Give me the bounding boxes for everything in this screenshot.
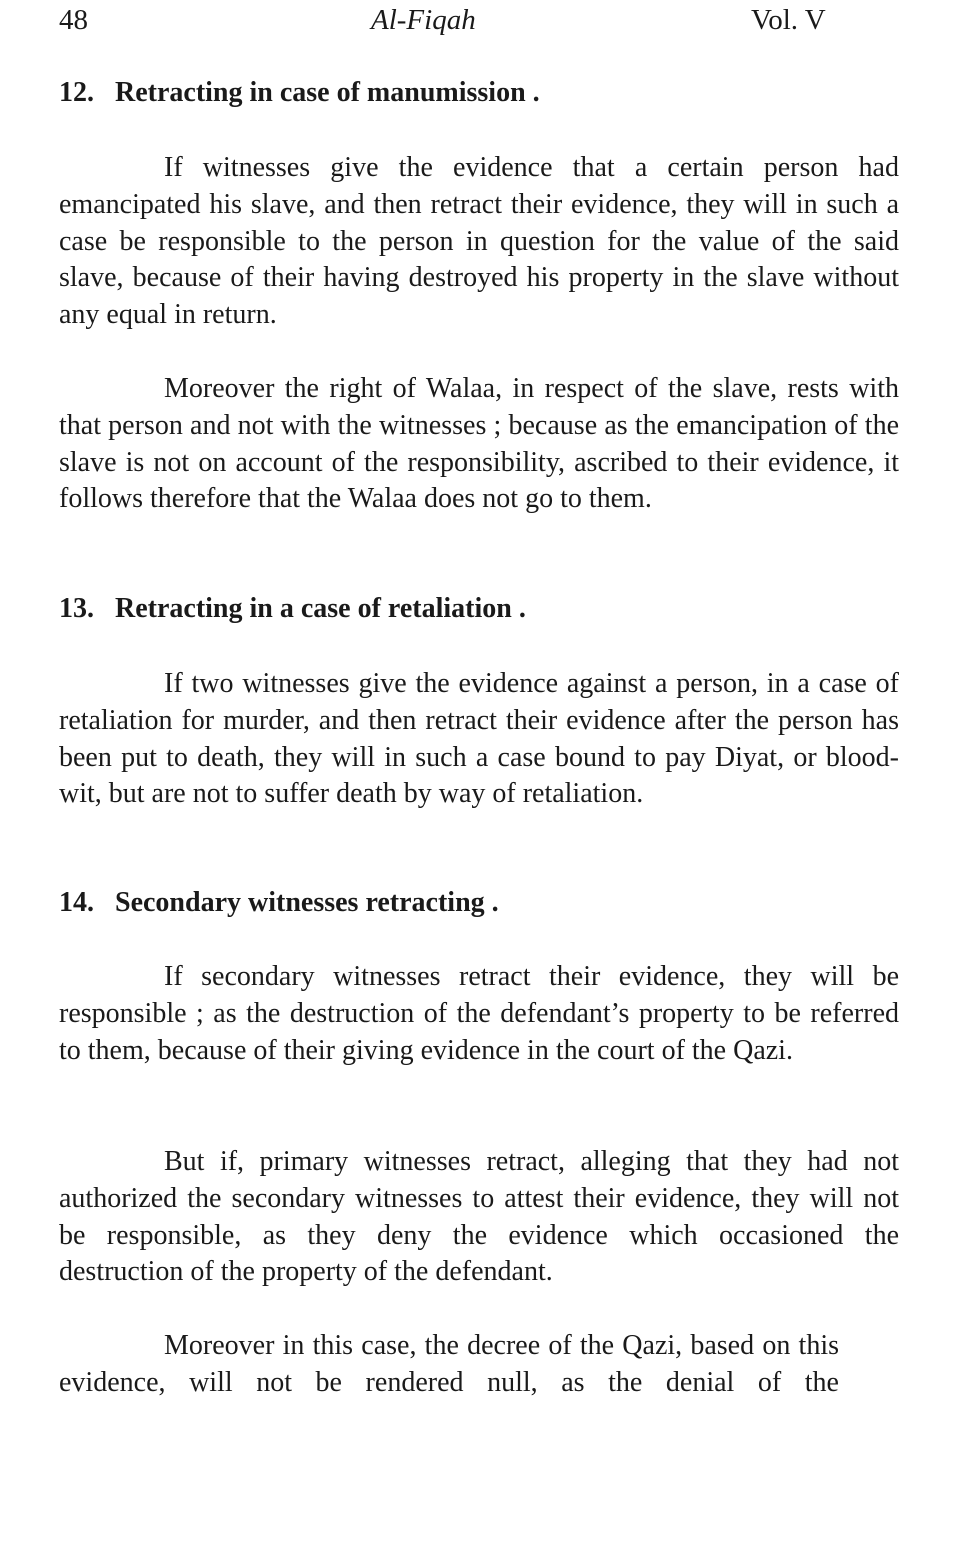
paragraph: If secondary witnesses retract their evidence, they will be responsible ; as the destruction of the defendant’s property to be referred to them, because of their giving evidence in the court of the Qazi. — [59, 961, 899, 1066]
section-number: 14. — [59, 887, 94, 918]
section-heading-13 — [59, 593, 526, 625]
section-number: 13. — [59, 593, 94, 624]
page-number: 48 — [59, 4, 88, 36]
volume-label: Vol. V — [751, 4, 826, 36]
section-title: Retracting in case of manumission . — [115, 77, 540, 108]
paragraph: If two witnesses give the evidence against a person, in a case of retaliation for murder, and then retract their evidence after the person has been put to death, they will in such a case bound to pay Diyat, or blood-wit, but are not to suffer death by way of retaliation. — [59, 668, 899, 810]
paragraph: But if, primary witnesses retract, alleging that they had not authorized the secondary witnesses to attest their evidence, they will not be responsible, as they deny the evidence which occasioned the destruction of the property of the defendant. — [59, 1146, 899, 1288]
running-header — [59, 4, 899, 44]
book-title: Al-Fiqah — [371, 4, 476, 36]
section-title: Secondary witnesses retracting . — [115, 887, 499, 918]
section-title: Retracting in a case of retaliation . — [115, 593, 526, 624]
section-heading-14 — [59, 887, 499, 919]
paragraph: Moreover the right of Walaa, in respect of the slave, rests with that person and not with the witnesses ; because as the emancipation of the slave is not on account of the responsibility, ascribed to their evidence, it follows therefore that the Walaa does not go to them. — [59, 373, 899, 515]
paragraph: If witnesses give the evidence that a certain person had emancipated his slave, and then retract their evidence, they will in such a case be responsible to the person in question for the value of the said slave, because of their having destroyed his property in the slave without any equal in return. — [59, 152, 899, 331]
paragraph: Moreover in this case, the decree of the Qazi, based on this evidence, will not be rendered null, as the denial of the — [59, 1330, 839, 1398]
section-heading-12 — [59, 77, 540, 109]
section-number: 12. — [59, 77, 94, 108]
